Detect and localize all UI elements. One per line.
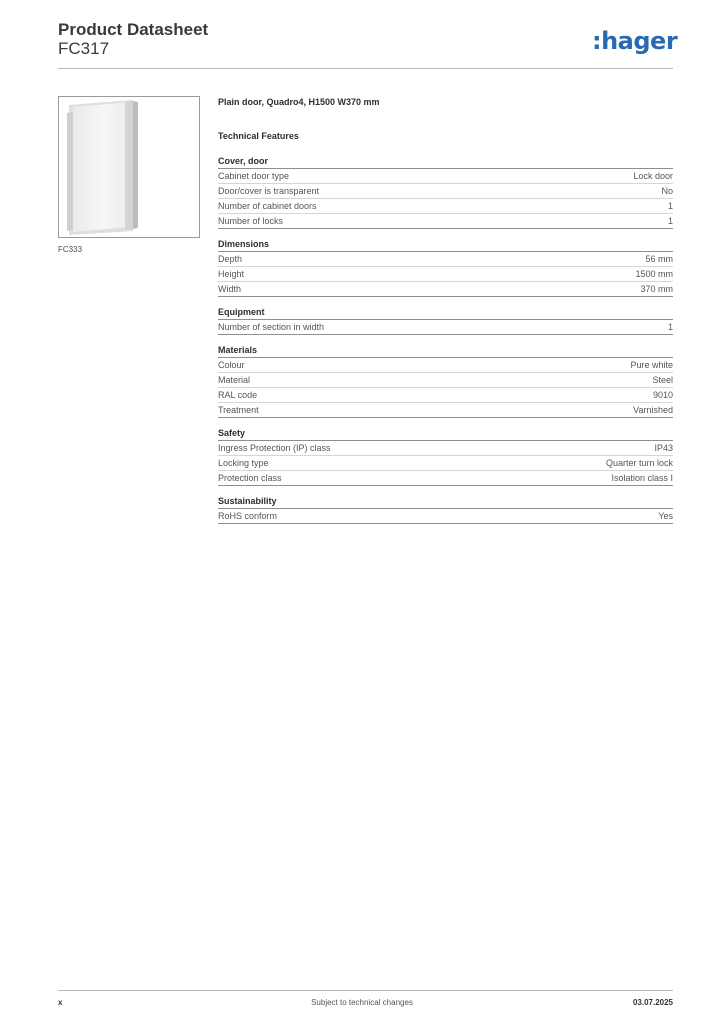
spec-label: Height <box>218 269 245 279</box>
specification-sections <box>218 155 673 533</box>
spec-section <box>218 344 673 418</box>
spec-section <box>218 155 673 229</box>
spec-value: 1500 mm <box>635 269 673 279</box>
spec-row <box>218 358 673 373</box>
spec-section <box>218 306 673 335</box>
spec-label: Locking type <box>218 458 269 468</box>
spec-section <box>218 427 673 486</box>
spec-value: Yes <box>658 511 673 521</box>
spec-label: Width <box>218 284 242 294</box>
spec-label: Depth <box>218 254 243 264</box>
spec-row <box>218 267 673 282</box>
image-caption: FC333 <box>58 245 83 254</box>
spec-value: Varnished <box>633 405 673 415</box>
spec-value: Steel <box>652 375 673 385</box>
spec-label: Colour <box>218 360 245 370</box>
spec-row <box>218 214 673 229</box>
spec-value: No <box>661 186 673 196</box>
section-title: Sustainability <box>218 495 673 509</box>
spec-row <box>218 320 673 335</box>
spec-row <box>218 471 673 486</box>
spec-row <box>218 441 673 456</box>
spec-label: Protection class <box>218 473 282 483</box>
spec-value: Isolation class I <box>611 473 673 483</box>
footer-date: 03.07.2025 <box>632 998 673 1007</box>
section-title: Cover, door <box>218 155 673 169</box>
document-title: Product Datasheet <box>58 20 209 39</box>
spec-row <box>218 456 673 471</box>
spec-section <box>218 238 673 297</box>
spec-value: Lock door <box>633 171 673 181</box>
section-title: Dimensions <box>218 238 673 252</box>
spec-label: Material <box>218 375 251 385</box>
spec-value: Pure white <box>630 360 673 370</box>
section-title: Equipment <box>218 306 673 320</box>
footer-divider <box>58 990 673 991</box>
door-illustration-icon <box>59 97 199 237</box>
spec-label: Number of section in width <box>218 322 325 332</box>
hager-logo: :hager <box>592 27 678 55</box>
footer-marker: x <box>58 998 63 1007</box>
spec-label: RAL code <box>218 390 258 400</box>
spec-value: 1 <box>667 201 673 211</box>
spec-value: 1 <box>667 322 673 332</box>
spec-row <box>218 199 673 214</box>
spec-row <box>218 252 673 267</box>
product-name: Plain door, Quadro4, H1500 W370 mm <box>218 97 380 107</box>
spec-row <box>218 373 673 388</box>
spec-row <box>218 282 673 297</box>
spec-label: RoHS conform <box>218 511 278 521</box>
spec-label: Door/cover is transparent <box>218 186 320 196</box>
spec-label: Cabinet door type <box>218 171 290 181</box>
spec-value: Quarter turn lock <box>605 458 673 468</box>
spec-row <box>218 403 673 418</box>
spec-row <box>218 184 673 199</box>
spec-row <box>218 388 673 403</box>
spec-value: 9010 <box>652 390 673 400</box>
spec-value: 370 mm <box>640 284 673 294</box>
header-divider <box>58 68 673 69</box>
spec-value: 56 mm <box>645 254 673 264</box>
spec-label: Treatment <box>218 405 259 415</box>
section-title: Safety <box>218 427 673 441</box>
spec-row <box>218 169 673 184</box>
spec-label: Number of cabinet doors <box>218 201 317 211</box>
spec-value: 1 <box>667 216 673 226</box>
product-image <box>58 96 200 238</box>
footer-disclaimer: Subject to technical changes <box>311 998 413 1007</box>
technical-features-heading: Technical Features <box>218 131 299 141</box>
section-title: Materials <box>218 344 673 358</box>
spec-section <box>218 495 673 524</box>
spec-row <box>218 509 673 524</box>
product-code: FC317 <box>58 39 110 58</box>
spec-label: Ingress Protection (IP) class <box>218 443 331 453</box>
spec-value: IP43 <box>654 443 673 453</box>
spec-label: Number of locks <box>218 216 284 226</box>
